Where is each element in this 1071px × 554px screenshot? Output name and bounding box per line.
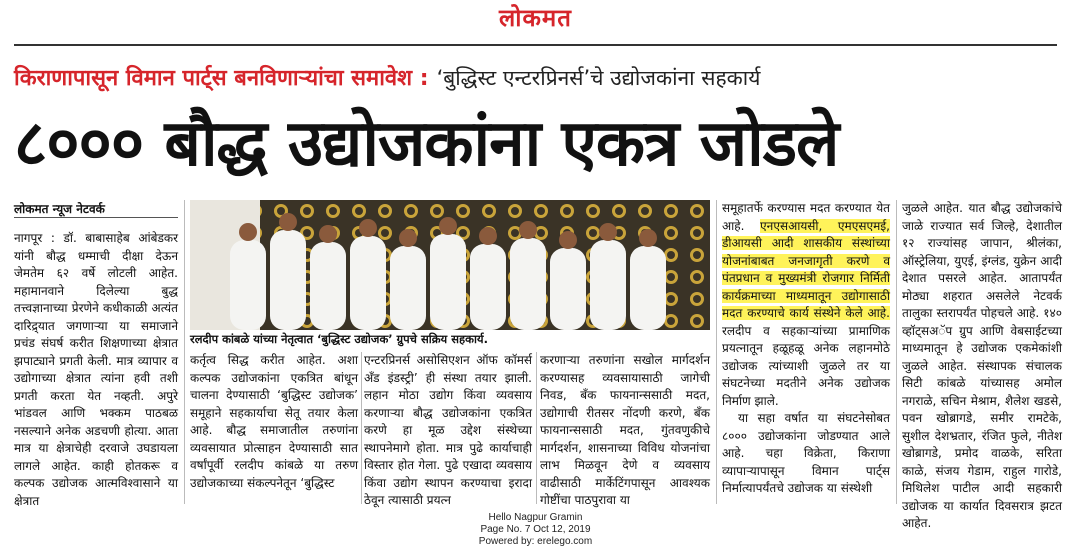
kicker	[14, 62, 760, 96]
kicker-black: ‘बुद्धिस्ट एन्टरप्रिनर्स’चे उद्योजकांना सहकार्य	[436, 66, 761, 90]
column-4-text: करणाऱ्या तरुणांना सखोल मार्गदर्शन करण्यासह व्यवसायासाठी जागेची निवड, बँक फायनान्ससाठी मदत, उद्योगाची रीतसर नोंदणी करणे, बँक फायनान्ससाठी मदत, गुंतवणुकीचे मार्गदर्शन, शासनाच्या विविध योजनांचा लाभ मिळवून देणे व व्यवसाय वाढीसाठी मार्केटिंगपासून आवश्यक गोष्टींचा पाठपुरावा या	[540, 353, 710, 507]
group-photo-illustration	[190, 200, 710, 330]
footer-edition: Hello Nagpur Gramin	[488, 512, 583, 523]
column-divider	[896, 200, 897, 504]
photo-caption: रलदीप कांबळे यांच्या नेतृत्वात ‘बुद्धिस्ट उद्योजक’ ग्रुपचे सक्रिय सहकार्य.	[190, 332, 488, 346]
column-6-text: जुळले आहेत. यात बौद्ध उद्योजकांचे जाळे राज्यात सर्व जिल्हे, देशातील १२ राज्यांसह जापान, श्रीलंका, ऑस्ट्रेलिया, युएई, इंग्लंड, युक्रेन आदी देशात पसरले आहेत. आतापर्यंत मोठ्या शहरात असलेले नेटवर्क तालुका स्तरापर्यंत पोहचले आहे. १४० व्हॉट्सअॅप ग्रुप आणि वेबसाईटच्या माध्यमातून हे उद्योजक एकमेकांशी जुळले आहेत. संस्थापक संचालक सिटी कांबळे यांच्यासह अमोल नगराळे, सचिन मेश्राम, शैलेश खडसे, पवन खोब्रागडे, समीर रामटेके, सुशील देशभ्रतार, रंजित फुले, नीतेश खोब्रागडे, प्रमोद वाळके, सरिता काळे, संजय गेडाम, राहुल गारोडे, मिथिलेश पाटील आदी सहकारी उद्योजक या कार्यात दिवसरात्र झटत आहेत.	[902, 201, 1062, 530]
lokmat-logo: लोकमत	[499, 3, 572, 32]
column-1-text: नागपूर : डॉ. बाबासाहेब आंबेडकर यांनी बौद्ध धम्माची दीक्षा देऊन जेमतेम ६२ वर्षे लोटली आहेत. महामानवाने दिलेल्या बुद्ध तत्त्वज्ञानाच्या प्रेरणेने कधीकाळी अत्यंत दारिद्र्यात जगणाऱ्या या समाजाने प्रचंड संघर्ष करीत शिक्षणाच्या क्षेत्रात झपाट्याने प्रगती केली. मात्र व्यापार व उद्योगाच्या क्षेत्रात त्यांना हवी तशी प्रगती करता येत नव्हती. अपुरे भांडवल आणि भक्कम पाठबळ नसल्याने अनेक अडचणी होत्या. आता मात्र या क्षेत्राचेही दरवाजे उघडायला लागले आहेत. काही होतकरू व कल्पक उद्योजक आत्मविश्वासाने या क्षेत्रात	[14, 231, 178, 508]
footer-page-date: Page No. 7 Oct 12, 2019	[480, 524, 591, 535]
column-5-text-after: रलदीप व सहकाऱ्यांच्या प्रामाणिक प्रयत्नातून हळूहळू अनेक लहानमोठे उद्योजक त्यांच्याशी जुळले तर या संघटनेच्या मदतीने अनेक उद्योजक निर्माण झाले.	[722, 323, 890, 408]
headline: ८००० बौद्ध उद्योजकांना एकत्र जोडले	[14, 107, 839, 181]
article-column-5	[722, 200, 890, 504]
article-column-1	[14, 230, 178, 508]
byline-rule	[14, 217, 178, 218]
article-column-6	[902, 200, 1062, 530]
highlighted-text: एनएसआयसी, एमएसएमई, डीआयसी आदी शासकीय संस्थांच्या योजनांबाबत जनजागृती करणे व पंतप्रधान व मुख्यमंत्री रोजगार निर्मिती कार्यक्रमाच्या माध्यमातून उद्योगासाठी मदत करण्याचे कार्य संस्थेने केले आहे.	[722, 218, 890, 320]
article-column-4	[540, 352, 710, 507]
column-divider	[184, 200, 185, 504]
byline: लोकमत न्यूज नेटवर्क	[14, 202, 105, 216]
column-3-text: एन्टरप्रिनर्स असोसिएशन ऑफ कॉमर्स अँड इंडस्ट्री’ ही संस्था तयार झाली. लहान मोठा उद्योग किंवा व्यवसाय करणाऱ्या बौद्ध उद्योजकांना एकत्रित करणे हा मूळ उद्देश संस्थेच्या स्थापनेमागे होता. मात्र पुढे कार्याचाही विस्तार होत गेला. पुढे एखादा व्यवसाय किंवा उद्योग स्थापन करण्याचा इरादा ठेवून त्यासाठी प्रयत्न	[364, 353, 532, 507]
column-divider	[361, 352, 362, 504]
header-divider	[14, 44, 1057, 46]
column-5-paragraph-1	[722, 200, 890, 410]
page-footer	[0, 512, 1071, 548]
column-divider	[536, 352, 537, 504]
footer-powered-by: Powered by: erelego.com	[478, 536, 593, 547]
column-5-text-before: समूहातर्फे करण्यास मदत करण्यात येत आहे.	[722, 201, 890, 233]
article-column-3	[364, 352, 532, 507]
column-2-text: कर्तृत्व सिद्ध करीत आहेत. अशा कल्पक उद्योजकांना एकत्रित बांधून चालना देण्यासाठी ‘बुद्धिस्ट उद्योजक’ समूहाने सहकार्याचा सेतू तयार केला आहे. बौद्ध समाजातील तरुणांना व्यवसायात प्रोत्साहन देण्यासाठी सात वर्षांपूर्वी रलदीप कांबळे या तरुण उद्योजकाच्या संकल्पनेतून ‘बुद्धिस्ट	[190, 353, 358, 490]
group-photo	[190, 200, 710, 330]
article-column-2	[190, 352, 358, 504]
column-divider	[716, 200, 717, 504]
kicker-red: किराणापासून विमान पार्ट्स बनविणाऱ्यांचा समावेश :	[14, 66, 429, 91]
column-5-paragraph-2: या सहा वर्षात या संघटनेसोबत ८००० उद्योजकांना जोडण्यात आले आहे. चहा विक्रेता, किराणा व्यापाऱ्यापासून विमान पार्ट्स निर्मात्यापर्यंतचे उद्योजक या संस्थेशी	[722, 411, 890, 495]
masthead	[0, 0, 1071, 34]
